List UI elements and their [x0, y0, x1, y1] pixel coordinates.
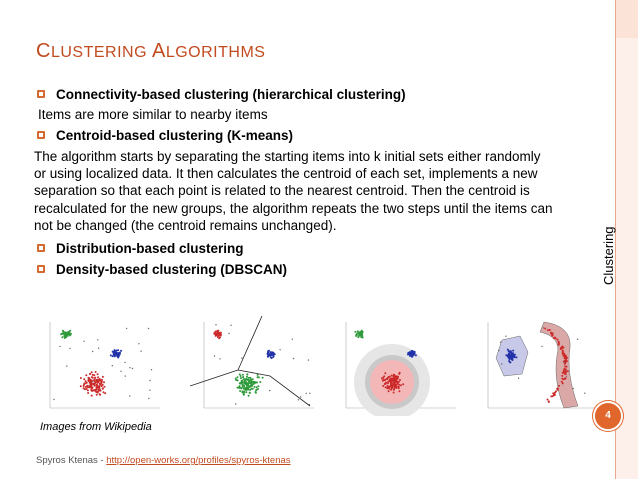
scatter-point: [237, 387, 239, 389]
scatter-point: [565, 373, 567, 375]
scatter-point: [59, 346, 60, 347]
scatter-point: [83, 383, 85, 385]
scatter-point: [541, 346, 542, 347]
scatter-point: [140, 351, 141, 352]
scatter-point: [360, 336, 362, 338]
scatter-point: [391, 375, 393, 377]
scatter-point: [501, 363, 502, 364]
scatter-point: [556, 388, 558, 390]
body-paragraph: The algorithm starts by separating the starting items into k initial sets either randomly or using localized data. It then calculates the centroid of each set, implements a new separation so that each point is related to the nearest centroid. Then the centroid is recalculated for the new groups, the algorithm repeats the two steps until the items can not be changed (the centroid remains unchanged).: [34, 148, 553, 234]
scatter-point: [558, 385, 560, 387]
scatter-point: [498, 350, 499, 351]
scatter-point: [69, 332, 71, 334]
scatter-point: [125, 375, 126, 376]
scatter-point: [391, 379, 393, 381]
scatter-point: [239, 373, 241, 375]
scatter-point: [398, 390, 400, 392]
scatter-point: [385, 382, 387, 384]
scatter-point: [411, 355, 413, 357]
scatter-point: [215, 335, 217, 337]
scatter-point: [564, 357, 566, 359]
scatter-point: [252, 388, 254, 390]
scatter-point: [510, 351, 512, 353]
scatter-point: [243, 382, 245, 384]
scatter-point: [104, 392, 106, 394]
scatter-point: [214, 333, 216, 335]
square-bullet-icon: [37, 244, 45, 252]
scatter-point: [547, 329, 549, 331]
bullet-text: Connectivity-based clustering (hierarchical clustering): [56, 87, 406, 102]
scatter-point: [254, 386, 256, 388]
scatter-point: [219, 358, 220, 359]
side-label-text: Clustering: [601, 226, 616, 285]
scatter-point: [220, 332, 222, 334]
scatter-point: [85, 386, 87, 388]
scatter-point: [98, 348, 99, 349]
scatter-point: [400, 384, 402, 386]
scatter-point: [245, 391, 247, 393]
scatter-point: [512, 359, 514, 361]
scatter-point: [402, 383, 404, 385]
scatter-point: [387, 385, 389, 387]
scatter-point: [97, 376, 99, 378]
scatter-point: [355, 335, 357, 337]
scatter-point: [259, 381, 261, 383]
scatter-point: [219, 337, 221, 339]
scatter-point: [544, 328, 546, 330]
scatter-point: [412, 351, 414, 353]
scatter-point: [235, 378, 237, 380]
scatter-point: [63, 335, 65, 337]
scatter-point: [384, 372, 386, 374]
scatter-point: [126, 328, 127, 329]
scatter-point: [511, 353, 513, 355]
scatter-point: [562, 350, 564, 352]
scatter-point: [273, 355, 275, 357]
scatter-point: [509, 357, 511, 359]
scatter-point: [94, 377, 96, 379]
bullet-item: [34, 86, 554, 103]
scatter-point: [552, 332, 554, 334]
scatter-point: [358, 331, 360, 333]
scatter-point: [393, 378, 395, 380]
scatter-point: [513, 355, 515, 357]
scatter-point: [566, 357, 568, 359]
scatter-point: [267, 352, 269, 354]
scatter-point: [551, 335, 553, 337]
scatter-point: [97, 339, 98, 340]
scatter-point: [104, 386, 106, 388]
scatter-point: [250, 381, 252, 383]
scatter-point: [66, 365, 67, 366]
scatter-point: [238, 386, 240, 388]
scatter-point: [555, 390, 557, 392]
scatter-point: [87, 392, 89, 394]
scatter-point: [382, 385, 384, 387]
scatter-point: [256, 386, 258, 388]
scatter-point: [214, 355, 215, 356]
bullet-text: Density-based clustering (DBSCAN): [56, 261, 288, 277]
title-cap-1: C: [36, 40, 51, 62]
scatter-point: [564, 368, 566, 370]
scatter-point: [248, 386, 250, 388]
scatter-point: [255, 389, 257, 391]
scatter-point: [84, 388, 86, 390]
scatter-point: [114, 350, 116, 352]
scatter-point: [390, 381, 392, 383]
scatter-point: [408, 353, 410, 355]
scatter-point: [246, 383, 248, 385]
scatter-point: [112, 355, 114, 357]
scatter-point: [306, 393, 307, 394]
scatter-point: [114, 355, 116, 357]
scatter-point: [110, 354, 112, 356]
scatter-point: [97, 373, 99, 375]
scatter-point: [80, 377, 82, 379]
scatter-point: [354, 331, 356, 333]
scatter-point: [356, 333, 358, 335]
footer-author: Spyros Ktenas -: [36, 455, 107, 466]
scatter-point: [99, 394, 101, 396]
scatter-point: [215, 324, 216, 325]
scatter-point: [138, 343, 139, 344]
scatter-point: [240, 377, 242, 379]
scatter-point: [549, 329, 551, 331]
scatter-point: [298, 399, 299, 400]
scatter-point: [115, 353, 117, 355]
page-number-badge: 4: [593, 401, 623, 431]
scatter-point: [241, 357, 242, 358]
scatter-point: [149, 390, 150, 391]
scatter-point: [117, 356, 119, 358]
scatter-point: [566, 376, 567, 377]
square-bullet-icon: [37, 131, 45, 139]
scatter-point: [269, 390, 270, 391]
scatter-point: [412, 353, 414, 355]
scatter-point: [103, 381, 105, 383]
scatter-point: [507, 349, 509, 351]
scatter-point: [91, 371, 93, 373]
scatter-point: [268, 350, 270, 352]
scatter-point: [399, 379, 401, 381]
scatter-point: [396, 386, 398, 388]
footer-link[interactable]: http://open-works.org/profiles/spyros-ktenas: [106, 455, 291, 466]
scatter-point: [279, 349, 280, 350]
cluster-hull: [540, 322, 578, 408]
scatter-point: [230, 325, 231, 326]
scatter-point: [577, 339, 578, 340]
scatter-point: [415, 354, 417, 356]
scatter-point: [132, 368, 133, 369]
scatter-point: [553, 394, 555, 396]
scatter-point: [113, 353, 115, 355]
scatter-point: [300, 396, 301, 397]
scatter-point: [90, 382, 92, 384]
scatter-point: [398, 386, 400, 388]
right-band-top: [616, 0, 638, 38]
scatter-point: [69, 348, 70, 349]
scatter-point: [124, 362, 125, 363]
scatter-point: [398, 384, 400, 386]
scatter-point: [65, 335, 67, 337]
scatter-point: [249, 389, 251, 391]
title-rest-1: LUSTERING: [50, 44, 148, 61]
scatter-point: [88, 386, 90, 388]
scatter-point: [148, 328, 149, 329]
bullet-text: Distribution-based clustering: [56, 241, 244, 257]
scatter-point: [553, 337, 555, 339]
hierarchical-scatter-image: [36, 316, 164, 416]
scatter-point: [116, 350, 118, 352]
scatter-point: [361, 330, 363, 332]
scatter-point: [97, 392, 99, 394]
scatter-point: [388, 390, 390, 392]
scatter-point: [555, 337, 557, 339]
scatter-point: [96, 379, 98, 381]
scatter-point: [395, 378, 397, 380]
scatter-point: [92, 351, 93, 352]
scatter-point: [120, 371, 121, 372]
scatter-point: [239, 390, 241, 392]
scatter-point: [270, 351, 272, 353]
scatter-point: [258, 376, 260, 378]
scatter-point: [561, 378, 563, 380]
scatter-point: [254, 382, 256, 384]
scatter-point: [508, 353, 510, 355]
scatter-point: [243, 388, 245, 390]
scatter-point: [220, 333, 222, 335]
scatter-point: [250, 379, 252, 381]
scatter-point: [53, 399, 54, 400]
scatter-point: [382, 380, 384, 382]
scatter-point: [255, 391, 257, 393]
scatter-point: [567, 370, 569, 372]
scatter-point: [248, 377, 250, 379]
scatter-point: [560, 347, 562, 349]
scatter-point: [240, 382, 242, 384]
scatter-point: [392, 385, 394, 387]
scatter-point: [505, 336, 506, 337]
body-line: Items are more similar to nearby items: [38, 107, 268, 123]
title-cap-2: A: [151, 40, 166, 62]
scatter-point: [558, 344, 560, 346]
scatter-point: [267, 354, 269, 356]
scatter-point: [83, 341, 84, 342]
scatter-point: [237, 376, 239, 378]
scatter-point: [94, 384, 96, 386]
scatter-point: [293, 358, 294, 359]
scatter-point: [246, 388, 248, 390]
scatter-point: [390, 389, 392, 391]
scatter-point: [117, 355, 119, 357]
slide-title: [36, 40, 265, 63]
scatter-point: [262, 377, 264, 379]
scatter-point: [257, 385, 259, 387]
scatter-point: [235, 403, 236, 404]
scatter-point: [270, 356, 272, 358]
scatter-point: [543, 327, 544, 328]
scatter-point: [309, 393, 310, 394]
scatter-point: [62, 330, 64, 332]
scatter-point: [512, 350, 514, 352]
bullet-item: [34, 261, 554, 278]
scatter-point: [91, 380, 93, 382]
scatter-point: [561, 346, 563, 348]
scatter-point: [244, 378, 246, 380]
scatter-point: [69, 334, 71, 336]
scatter-point: [100, 379, 102, 381]
cluster-figures: [30, 316, 590, 416]
scatter-point: [149, 380, 150, 381]
scatter-point: [562, 353, 564, 355]
distribution-scatter-image: [332, 316, 460, 416]
title-rest-2: LGORITHMS: [165, 44, 266, 61]
scatter-point: [218, 335, 220, 337]
scatter-point: [516, 356, 518, 358]
bullet-item: [34, 240, 554, 257]
scatter-point: [85, 374, 87, 376]
scatter-point: [119, 352, 121, 354]
scatter-point: [518, 378, 519, 379]
scatter-point: [248, 379, 250, 381]
scatter-point: [242, 374, 244, 376]
scatter-point: [120, 350, 122, 352]
scatter-point: [89, 373, 91, 375]
scatter-point: [100, 382, 102, 384]
scatter-point: [393, 392, 395, 394]
scatter-point: [393, 376, 395, 378]
scatter-point: [552, 395, 554, 397]
bullet-item: [34, 127, 554, 144]
scatter-point: [95, 371, 97, 373]
scatter-point: [563, 371, 565, 373]
scatter-point: [151, 369, 152, 370]
scatter-point: [395, 382, 397, 384]
square-bullet-icon: [37, 90, 45, 98]
scatter-point: [246, 376, 248, 378]
scatter-point: [91, 395, 93, 397]
scatter-point: [96, 394, 98, 396]
scatter-point: [511, 355, 513, 357]
scatter-point: [547, 399, 549, 401]
scatter-point: [250, 385, 252, 387]
scatter-point: [383, 375, 385, 377]
scatter-point: [393, 389, 395, 391]
scatter-point: [564, 361, 565, 362]
scatter-point: [102, 388, 104, 390]
scatter-point: [248, 395, 250, 397]
scatter-point: [92, 377, 94, 379]
scatter-point: [357, 336, 359, 338]
scatter-point: [308, 359, 309, 360]
kmeans-scatter-image: [190, 316, 318, 416]
scatter-point: [246, 373, 248, 375]
scatter-point: [94, 390, 96, 392]
scatter-point: [129, 367, 130, 368]
scatter-point: [112, 365, 113, 366]
slide-content: [34, 86, 554, 281]
scatter-point: [511, 357, 513, 359]
scatter-point: [87, 377, 89, 379]
scatter-point: [584, 393, 585, 394]
scatter-point: [101, 384, 103, 386]
scatter-point: [61, 336, 63, 338]
scatter-point: [500, 342, 501, 343]
scatter-point: [100, 390, 102, 392]
scatter-point: [103, 391, 105, 393]
scatter-point: [566, 360, 568, 362]
scatter-point: [242, 376, 244, 378]
scatter-point: [228, 333, 229, 334]
scatter-point: [385, 386, 387, 388]
scatter-point: [97, 386, 99, 388]
scatter-point: [384, 379, 386, 381]
scatter-point: [148, 398, 149, 399]
scatter-point: [242, 380, 244, 382]
scatter-point: [242, 390, 244, 392]
scatter-point: [557, 339, 559, 341]
scatter-point: [256, 382, 258, 384]
dbscan-scatter-image: [474, 316, 602, 416]
scatter-point: [561, 375, 563, 377]
scatter-point: [88, 380, 90, 382]
scatter-point: [86, 385, 88, 387]
scatter-point: [548, 401, 550, 403]
figure-caption: Images from Wikipedia: [40, 421, 152, 433]
scatter-point: [562, 382, 564, 384]
scatter-point: [558, 341, 560, 343]
scatter-point: [573, 388, 574, 389]
scatter-point: [508, 350, 510, 352]
scatter-point: [509, 361, 511, 363]
scatter-point: [566, 366, 568, 368]
scatter-point: [83, 378, 85, 380]
scatter-point: [94, 379, 96, 381]
scatter-point: [292, 339, 293, 340]
scatter-point: [249, 392, 251, 394]
scatter-point: [80, 385, 82, 387]
scatter-point: [270, 354, 272, 356]
scatter-point: [272, 352, 274, 354]
scatter-point: [61, 333, 63, 335]
scatter-point: [96, 382, 98, 384]
scatter-point: [129, 395, 130, 396]
square-bullet-icon: [37, 265, 45, 273]
footer: [36, 455, 291, 466]
bullet-text: Centroid-based clustering (K-means): [56, 127, 294, 143]
scatter-point: [92, 387, 94, 389]
scatter-point: [102, 376, 104, 378]
scatter-point: [248, 382, 250, 384]
scatter-point: [398, 373, 400, 375]
scatter-point: [388, 376, 390, 378]
scatter-point: [93, 374, 95, 376]
